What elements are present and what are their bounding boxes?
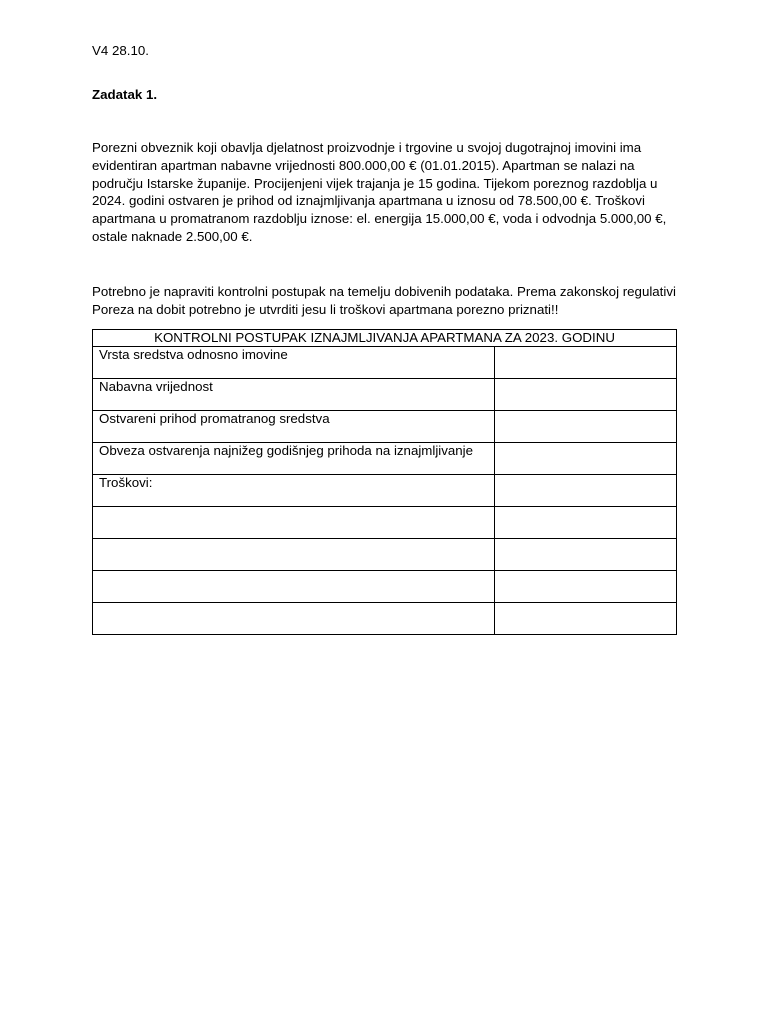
table-row [93, 443, 677, 475]
row-value-cell[interactable] [495, 443, 677, 475]
row-label-cell: Vrsta sredstva odnosno imovine [93, 347, 495, 379]
table-row [93, 411, 677, 443]
row-value-cell[interactable] [495, 411, 677, 443]
row-label-cell: Nabavna vrijednost [93, 379, 495, 411]
table-title: KONTROLNI POSTUPAK IZNAJMLJIVANJA APARTMANA ZA 2023. GODINU [93, 330, 677, 347]
table-row [93, 507, 677, 539]
row-label-cell[interactable] [93, 603, 495, 635]
table-title-row [93, 330, 677, 347]
row-value-cell[interactable] [495, 539, 677, 571]
row-value-cell[interactable] [495, 379, 677, 411]
task-description-paragraph: Porezni obveznik koji obavlja djelatnost proizvodnje i trgovine u svojoj dugotrajnoj imovini ima evidentiran apartman nabavne vrijednosti 800.000,00 € (01.01.2015). Apartman se nalazi na području Istarske županije. Procijenjeni vijek trajanja je 15 godina. Tijekom poreznog razdoblja u 2024. godini ostvaren je prihod od iznajmljivanja apartmana u iznosu od 78.500,00 €. Troškovi apartmana u promatranom razdoblju iznose: el. energija 15.000,00 €, voda i odvodnja 5.000,00 €, ostale naknade 2.500,00 €. [92, 140, 667, 244]
version-line: V4 28.10. [92, 43, 149, 58]
task-instruction-paragraph: Potrebno je napraviti kontrolni postupak na temelju dobivenih podataka. Prema zakonskoj regulativi Poreza na dobit potrebno je utvrditi jesu li troškovi apartmana porezno priznati!! [92, 284, 676, 317]
row-label-cell[interactable] [93, 539, 495, 571]
table-row [93, 603, 677, 635]
row-label-cell: Ostvareni prihod promatranog sredstva [93, 411, 495, 443]
table-row [93, 347, 677, 379]
row-label-cell: Obveza ostvarenja najnižeg godišnjeg prihoda na iznajmljivanje [93, 443, 495, 475]
task-heading: Zadatak 1. [92, 87, 158, 102]
row-label-cell[interactable] [93, 507, 495, 539]
row-label-cell: Troškovi: [93, 475, 495, 507]
row-value-cell[interactable] [495, 571, 677, 603]
row-value-cell[interactable] [495, 603, 677, 635]
table-row [93, 571, 677, 603]
control-procedure-table [92, 329, 677, 635]
table-row [93, 379, 677, 411]
table-row [93, 539, 677, 571]
row-label-cell[interactable] [93, 571, 495, 603]
table-row [93, 475, 677, 507]
row-value-cell[interactable] [495, 507, 677, 539]
row-value-cell[interactable] [495, 347, 677, 379]
row-value-cell[interactable] [495, 475, 677, 507]
